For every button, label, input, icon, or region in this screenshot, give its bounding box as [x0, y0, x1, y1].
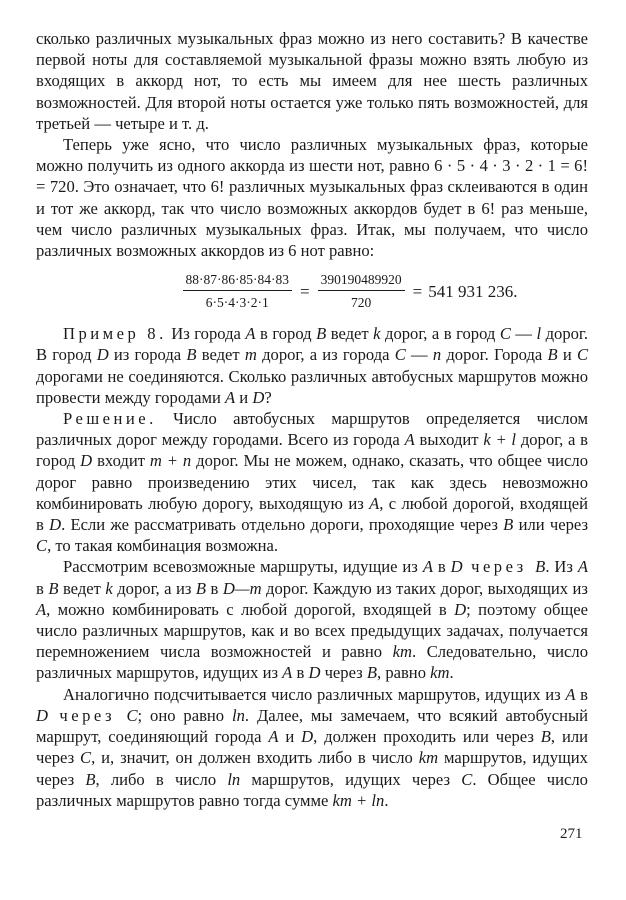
fraction-1	[183, 271, 292, 311]
example-8: Пример 8. Из города A в город B ведет k дорог, а в город C — l дорог. В город D из города B ведет m дорог, а из города C — n дорог. Города B и C дорогами не соединяются. Сколько различных автобусных маршрутов можно провести между городами A и D?	[36, 324, 589, 407]
fraction-2	[318, 271, 405, 311]
fraction-2-denominator: 720	[350, 295, 372, 311]
equals-sign: =	[412, 281, 423, 301]
page-body	[36, 28, 588, 811]
paragraph-routes-via-b: Рассмотрим всевозможные маршруты, идущие из A в D через B. Из A в B ведет k дорог, а из B в D—m дорог. Каждую из таких дорог, выходящих из A, можно комбинировать с любой дорогой, входящей в D; поэтому общее число различных маршрутов, как и во всех предыдущих задачах, получается перемножением числа возможностей и равно km. Следовательно, число различных маршрутов, идущих из A в D через B, равно km.	[36, 557, 589, 683]
paragraph-routes-via-c: Аналогично подсчитывается число различных маршрутов, идущих из A в D через C; оно равно ln. Далее, мы замечаем, что всякий автобусный маршрут, соединяющий города A и D, должен проходить или через B, или через C, и, значит, он должен входить либо в число km маршрутов, идущих через B, либо в число ln маршрутов, идущих через C. Общее число различных маршрутов равно тогда сумме km + ln.	[36, 684, 589, 810]
formula-result: 541 931 236.	[428, 281, 518, 301]
fraction-2-numerator: 390190489920	[318, 271, 405, 291]
example-label: Пример 8.	[63, 324, 167, 344]
fraction-1-numerator: 88·87·86·85·84·83	[183, 271, 292, 291]
solution-label: Решение.	[63, 409, 157, 429]
page-number: 271	[560, 826, 583, 842]
paragraph-2: Теперь уже ясно, что число различных музыкальных фраз, которые можно получить из одного аккорда из шести нот, равно 6 · 5 · 4 · 3 · 2 · 1 = 6! = 720. Это означает, что 6! различных музыкальных фраз склеиваются в один и тот же аккорд, так что число возможных аккордов будет в 6! раз меньше, чем число различных музыкальных фраз. Итак, мы получаем, что число различных возможных аккордов из 6 нот равно:	[36, 135, 588, 261]
solution: Решение. Число автобусных маршрутов определяется числом различных дорог между городами. Всего из города A выходит k + l дорог, а в город D входит m + n дорог. Мы не можем, однако, сказать, что общее число дорог равно произведению этих чисел, так как здесь невозможно комбинировать любую дорогу, выходящую из A, с любой дорогой, входящей в D. Если же рассматривать отдельно дороги, проходящие через B или через C, то такая комбинация возможна.	[36, 409, 588, 556]
equals-sign: =	[300, 281, 310, 301]
formula	[36, 271, 588, 311]
paragraph-1: сколько различных музыкальных фраз можно из него составить? В качестве первой ноты для составляемой музыкальной фразы можно взять любую из входящих в аккорд нот, то есть мы имеем для нее шесть различных возможностей. Для второй ноты остается уже только пять возможностей, для третьей — четыре и т. д.	[36, 29, 588, 133]
fraction-1-denominator: 6·5·4·3·2·1	[205, 295, 269, 311]
